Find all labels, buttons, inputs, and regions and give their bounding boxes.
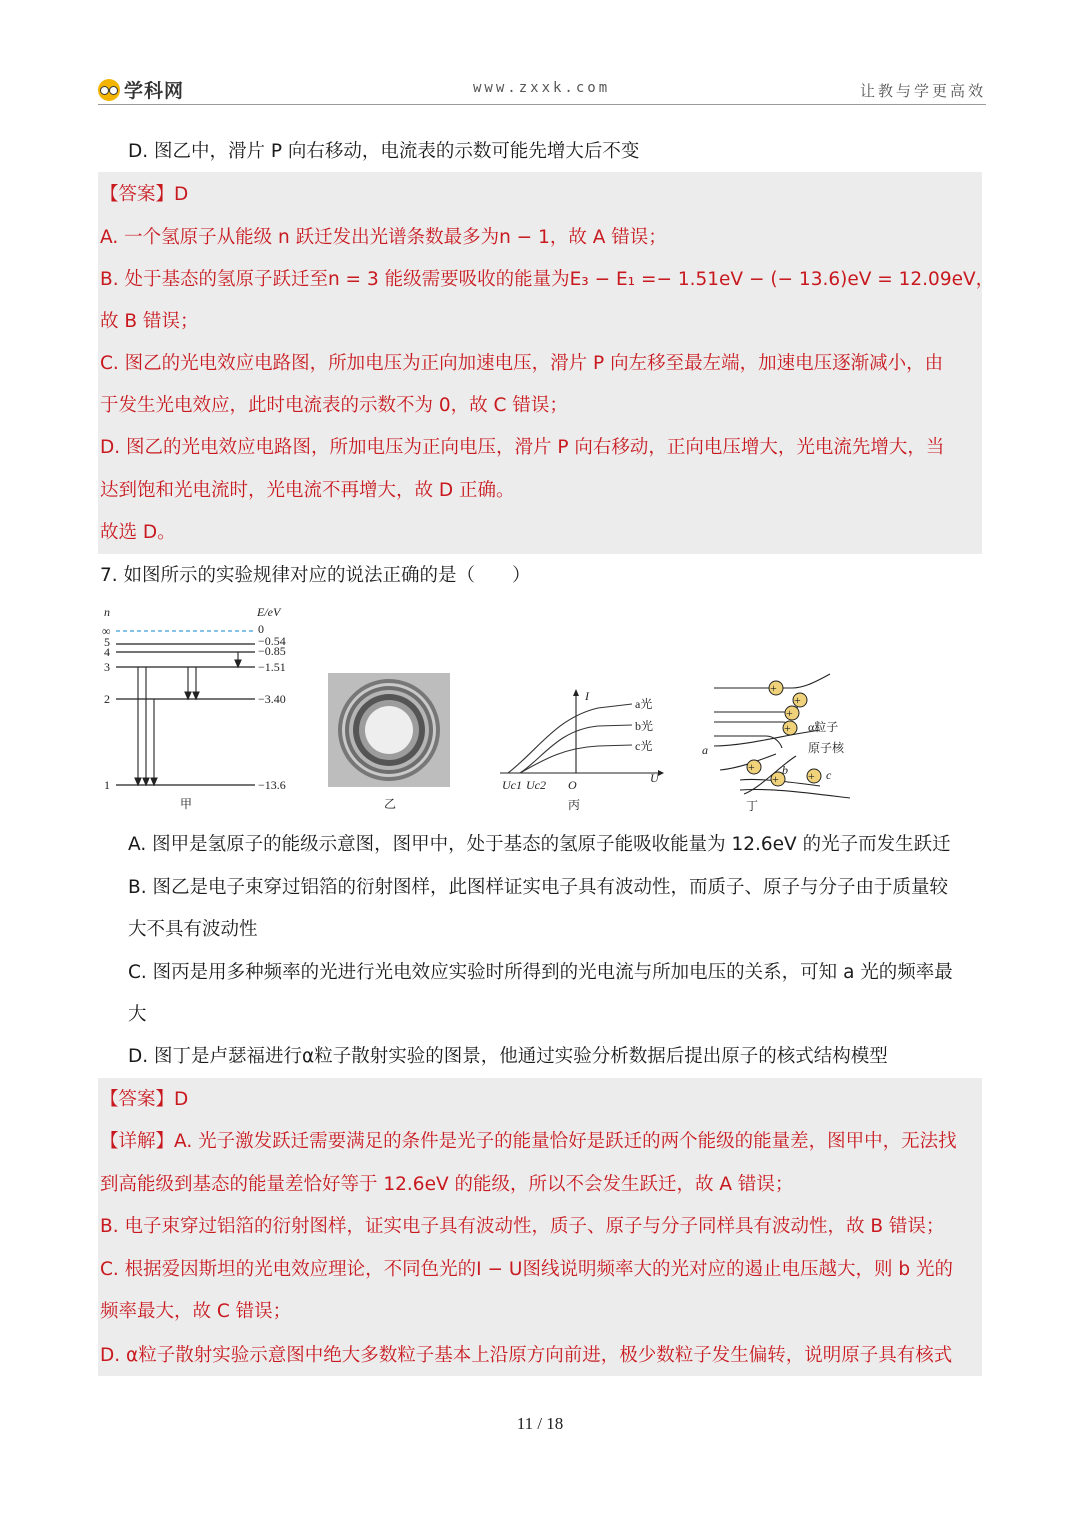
- q6-detail-c2: 于发生光电效应，此时电流表的示数不为 0，故 C 错误；: [100, 395, 568, 416]
- logo-owl-icon: [98, 79, 120, 101]
- q6-detail-b2: 故 B 错误；: [100, 311, 199, 332]
- bing-i-label: I: [585, 689, 589, 703]
- logo-text: 学科网: [124, 80, 185, 102]
- level-e-4: −0.85: [258, 644, 286, 658]
- q7-option-a: A. 图甲是氢原子的能级示意图，图甲中，处于基态的氢原子能吸收能量为 12.6eV 的光子而发生跃迁: [128, 834, 951, 855]
- ding-nucleus-label: 原子核: [808, 741, 845, 755]
- figure-yi-diffraction: [326, 673, 452, 815]
- site-url: www.zxxk.com: [473, 80, 611, 96]
- site-logo: [98, 76, 184, 103]
- svg-text:+: +: [808, 769, 815, 783]
- q7-detail-c2: 频率最大，故 C 错误；: [100, 1301, 292, 1322]
- level-n-2: 2: [104, 692, 110, 706]
- q6-conclusion: 故选 D。: [100, 522, 176, 543]
- q7-option-d: D. 图丁是卢瑟福进行α粒子散射实验的图景，他通过实验分析数据后提出原子的核式结构模型: [128, 1046, 888, 1067]
- q7-option-b1: B. 图乙是电子束穿过铝箔的衍射图样，此图样证实电子具有波动性，而质子、原子与分子由于质量较: [128, 877, 948, 898]
- svg-text:+: +: [770, 681, 777, 695]
- figure-bing-iu-curves: [498, 688, 668, 818]
- q7-detail-d: D. α粒子散射实验示意图中绝大多数粒子基本上沿原方向前进，极少数粒子发生偏转，说明原子具有核式: [100, 1345, 953, 1366]
- q6-answer: 【答案】D: [100, 184, 189, 205]
- q7-detail-b: B. 电子束穿过铝箔的衍射图样，证实电子具有波动性，质子、原子与分子同样具有波动性，故 B 错误；: [100, 1216, 945, 1237]
- svg-text:+: +: [794, 693, 801, 707]
- bing-c-label: c光: [635, 739, 653, 753]
- level-e-1: −13.6: [258, 778, 286, 792]
- q7-detail-a1: 【详解】A. 光子激发跃迁需要满足的条件是光子的能量恰好是跃迁的两个能级的能量差，图甲中，无法找: [100, 1131, 957, 1152]
- level-n-3: 3: [104, 660, 110, 674]
- level-e-3: −1.51: [258, 660, 286, 674]
- q6-detail-b1: B. 处于基态的氢原子跃迁至n = 3 能级需要吸收的能量为E₃ − E₁ =− 1.51eV − (− 13.6)eV = 12.09eV，: [100, 269, 995, 290]
- svg-text:+: +: [786, 706, 793, 720]
- q7-stem: 7. 如图所示的实验规律对应的说法正确的是（ ）: [100, 565, 531, 586]
- bing-caption: 丙: [568, 798, 581, 812]
- svg-text:+: +: [784, 721, 791, 735]
- level-n-4: 4: [104, 645, 110, 659]
- yi-center: [365, 706, 413, 754]
- ding-c-label: c: [826, 768, 832, 782]
- page-number: 11 / 18: [516, 1414, 564, 1433]
- bing-a-label: a光: [635, 697, 653, 711]
- site-slogan: 让教与学更高效: [859, 82, 986, 100]
- svg-text:+: +: [748, 760, 755, 774]
- level-n-1: 1: [104, 778, 110, 792]
- jia-e-label: E/eV: [257, 605, 281, 619]
- figure-jia-energy-levels: [100, 600, 300, 816]
- q7-detail-a2: 到高能级到基态的能量差恰好等于 12.6eV 的能级，所以不会发生跃迁，故 A 错误；: [100, 1174, 794, 1195]
- q7-option-c2: 大: [128, 1004, 147, 1025]
- bing-uc2: Uc2: [526, 778, 546, 792]
- q7-option-c1: C. 图丙是用多种频率的光进行光电效应实验时所得到的光电流与所加电压的关系，可知 a 光的频率最: [128, 962, 953, 983]
- ding-alpha-label: α粒子: [808, 720, 839, 734]
- q6-detail-a: A. 一个氢原子从能级 n 跃迁发出光谱条数最多为n − 1，故 A 错误；: [100, 227, 667, 248]
- bing-b-label: b光: [635, 719, 654, 733]
- q7-option-b2: 大不具有波动性: [128, 919, 258, 940]
- level-e-2: −3.40: [258, 692, 286, 706]
- level-e-inf: 0: [258, 622, 264, 636]
- figure-ding-alpha-scattering: [700, 670, 870, 818]
- level-e-5: −0.54: [258, 634, 286, 648]
- bing-uc1: Uc1: [502, 778, 522, 792]
- level-n-inf: ∞: [102, 624, 111, 638]
- transition-arrows: [135, 652, 241, 785]
- curve-a: [508, 704, 632, 773]
- q6-option-d: D. 图乙中，滑片 P 向右移动，电流表的示数可能先增大后不变: [128, 141, 640, 162]
- jia-n-label: n: [104, 605, 110, 619]
- bing-u-label: U: [650, 771, 659, 785]
- ding-caption: 丁: [746, 799, 759, 813]
- q7-answer: 【答案】D: [100, 1089, 189, 1110]
- svg-text:+: +: [772, 772, 779, 786]
- bing-o-label: O: [568, 778, 577, 792]
- q6-detail-c1: C. 图乙的光电效应电路图，所加电压为正向加速电压，滑片 P 向左移至最左端，加速电压逐渐减小，由: [100, 353, 944, 374]
- q6-detail-d1: D. 图乙的光电效应电路图，所加电压为正向电压，滑片 P 向右移动，正向电压增大，光电流先增大，当: [100, 437, 945, 458]
- q7-detail-c1: C. 根据爱因斯坦的光电效应理论，不同色光的I − U图线说明频率大的光对应的遏止电压越大，则 b 光的: [100, 1259, 953, 1280]
- page-header: [98, 74, 986, 105]
- q6-detail-d2: 达到饱和光电流时，光电流不再增大，故 D 正确。: [100, 480, 515, 501]
- jia-caption: 甲: [180, 797, 193, 811]
- yi-caption: 乙: [384, 797, 397, 811]
- ding-a-label: a: [702, 743, 708, 757]
- level-n-5: 5: [104, 635, 110, 649]
- ding-b-label: b: [782, 763, 788, 777]
